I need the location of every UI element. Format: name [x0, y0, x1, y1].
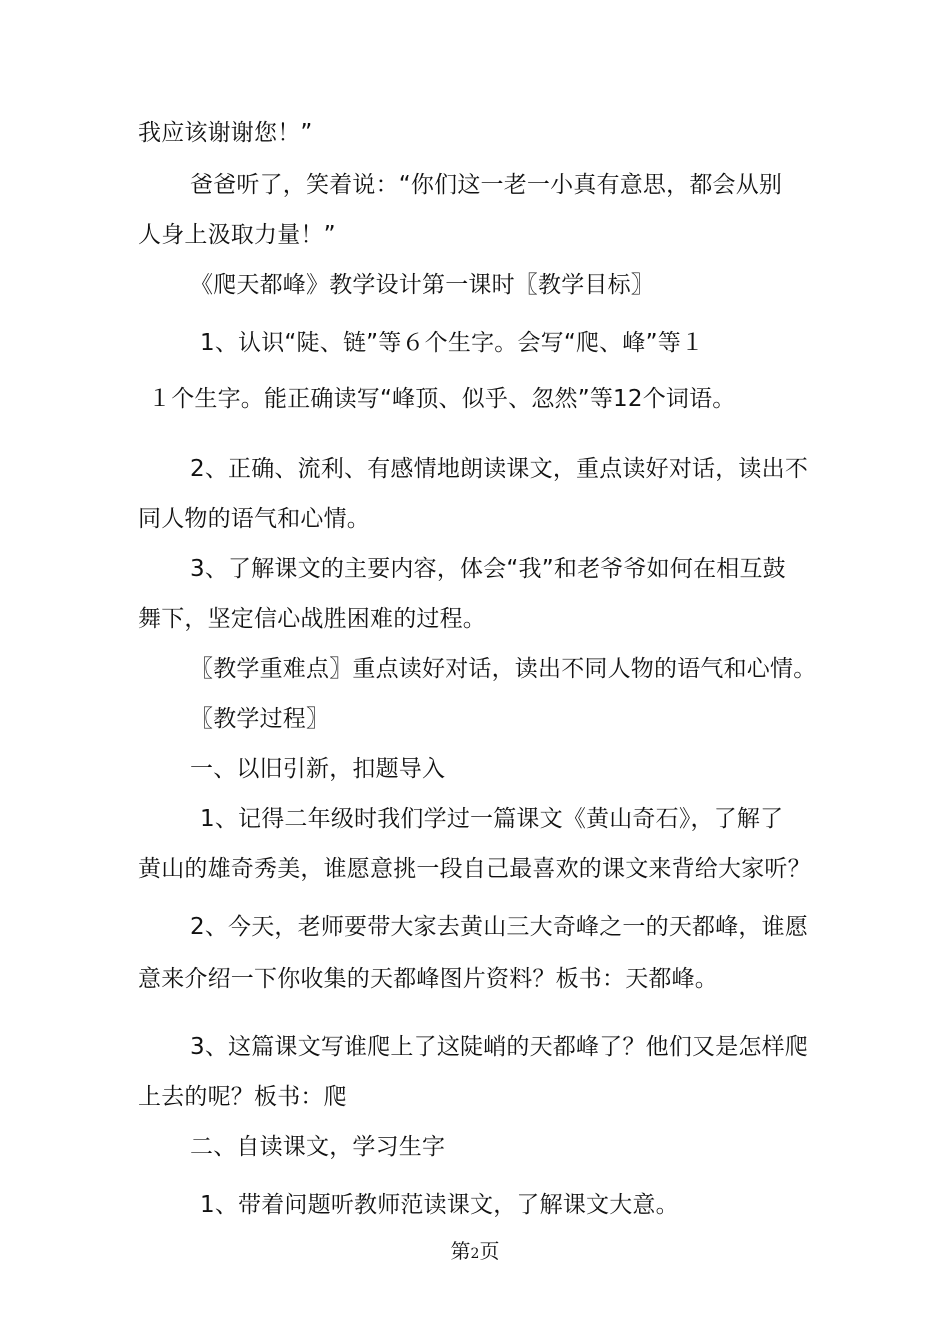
text-line: 2、今天，老师要带大家去黄山三大奇峰之一的天都峰，谁愿	[190, 914, 809, 940]
section-heading: 一、以旧引新，扣题导入	[190, 756, 446, 782]
page-number-prefix: 第	[450, 1239, 471, 1263]
section-heading: 《爬天都峰》教学设计第一课时〖教学目标〗	[190, 272, 654, 298]
section-heading: 〖教学过程〗	[190, 706, 330, 732]
text-line: 上去的呢？板书：爬	[138, 1084, 347, 1110]
text-line: 黄山的雄奇秀美，谁愿意挑一段自己最喜欢的课文来背给大家听？	[138, 856, 811, 882]
text-line: 爸爸听了，笑着说：“你们这一老一小真有意思，都会从别	[190, 172, 783, 198]
text-line: 1、带着问题听教师范读课文，了解课文大意。	[200, 1192, 679, 1218]
text-line: １个生字。能正确读写“峰顶、似乎、忽然”等12个词语。	[148, 386, 736, 412]
section-heading: 二、自读课文，学习生字	[190, 1134, 446, 1160]
page-footer	[0, 1238, 950, 1267]
text-line: 同人物的语气和心情。	[138, 506, 370, 532]
text-line: 1、记得二年级时我们学过一篇课文《黄山奇石》，了解了	[200, 806, 784, 832]
text-line: 人身上汲取力量！”	[138, 222, 336, 248]
text-line: 我应该谢谢您！”	[138, 120, 313, 146]
text-line: 2、正确、流利、有感情地朗读课文，重点读好对话，读出不	[190, 456, 809, 482]
section-heading: 〖教学重难点〗重点读好对话，读出不同人物的语气和心情。	[190, 656, 817, 682]
page-number-suffix: 页	[479, 1239, 500, 1263]
text-line: 3、这篇课文写谁爬上了这陡峭的天都峰了？他们又是怎样爬	[190, 1034, 809, 1060]
text-line: 舞下，坚定信心战胜困难的过程。	[138, 606, 486, 632]
text-line: 意来介绍一下你收集的天都峰图片资料？板书：天都峰。	[138, 966, 718, 992]
text-line: 3、了解课文的主要内容，体会“我”和老爷爷如何在相互鼓	[190, 556, 786, 582]
text-line: 1、认识“陡、链”等６个生字。会写“爬、峰”等１	[200, 330, 705, 356]
page-number: 2	[470, 1246, 480, 1262]
